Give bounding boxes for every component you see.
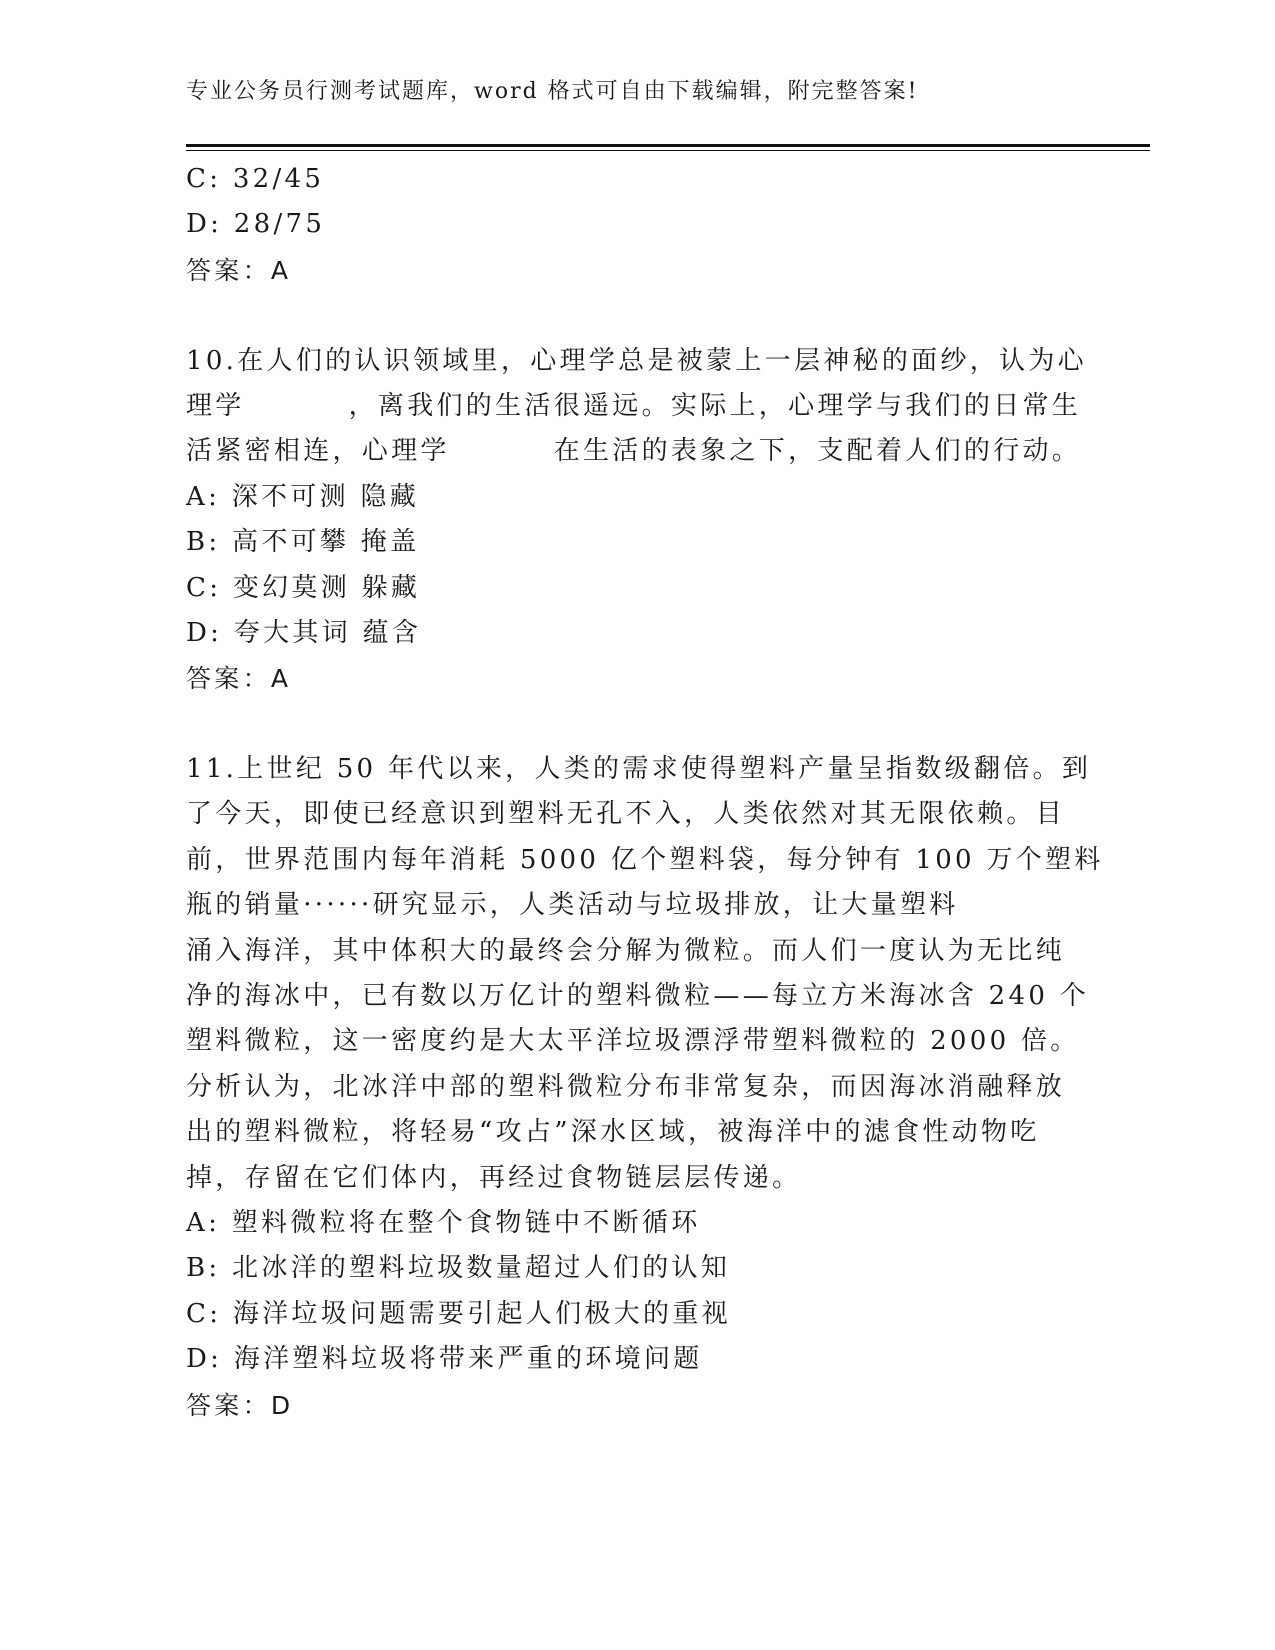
q11-stem-line: 了今天，即使已经意识到塑料无孔不入，人类依然对其无限依赖。目 bbox=[186, 799, 1066, 830]
q10-stem-line-3-part-b: 在生活的表象之下，支配着人们的行动。 bbox=[553, 436, 1082, 467]
q10-stem-line-3-part-a: 活紧密相连，心理学 bbox=[186, 436, 450, 467]
q10-stem-line-3 bbox=[186, 429, 1086, 474]
q10-option-b: B: 高不可攀 掩盖 bbox=[186, 527, 420, 558]
q10-stem-line-2 bbox=[186, 384, 1086, 429]
q11-stem-line: 塑料微粒，这一密度约是大太平洋垃圾漂浮带塑料微粒的 2000 倍。 bbox=[186, 1026, 1080, 1057]
q11-stem-line: 瓶的销量······研究显示，人类活动与垃圾排放，让大量塑料 bbox=[186, 890, 959, 921]
q11-stem-line: 11.上世纪 50 年代以来，人类的需求使得塑料产量呈指数级翻倍。到 bbox=[186, 754, 1092, 785]
q11-stem-line: 涌入海洋，其中体积大的最终会分解为微粒。而人们一度认为无比纯 bbox=[186, 935, 1066, 966]
page-header: 专业公务员行测考试题库，word 格式可自由下载编辑，附完整答案! bbox=[186, 79, 919, 104]
document-body bbox=[186, 157, 1104, 1428]
q10-option-d: D: 夸大其词 蕴含 bbox=[186, 617, 422, 648]
q10-option-a: A: 深不可测 隐藏 bbox=[186, 481, 420, 512]
q11-stem-line: 掉，存留在它们体内，再经过食物链层层传递。 bbox=[186, 1162, 802, 1193]
q11-option-b: B: 北冰洋的塑料垃圾数量超过人们的认知 bbox=[186, 1253, 731, 1284]
q11-stem-line: 出的塑料微粒，将轻易“攻占”深水区域，被海洋中的滤食性动物吃 bbox=[186, 1117, 1040, 1148]
q11-option-d: D: 海洋塑料垃圾将带来严重的环境问题 bbox=[186, 1344, 703, 1375]
q11-option-a: A: 塑料微粒将在整个食物链中不断循环 bbox=[186, 1207, 701, 1238]
q11-stem-line: 净的海冰中，已有数以万亿计的塑料微粒——每立方米海冰含 240 个 bbox=[186, 981, 1090, 1012]
q11-option-c: C: 海洋垃圾问题需要引起人们极大的重视 bbox=[186, 1298, 731, 1329]
q9-answer: 答案：A bbox=[186, 255, 292, 285]
spacer bbox=[186, 702, 1086, 747]
q10-stem-line-2-part-a: 理学 bbox=[186, 390, 245, 421]
q10-stem-line-2-part-b: ，离我们的生活很遥远。实际上，心理学与我们的日常生 bbox=[348, 390, 1082, 421]
spacer bbox=[186, 293, 1086, 338]
q10-stem-line-1: 10.在人们的认识领域里，心理学总是被蒙上一层神秘的面纱，认为心 bbox=[186, 345, 1087, 376]
q11-stem-line: 分析认为，北冰洋中部的塑料微粒分布非常复杂，而因海冰消融释放 bbox=[186, 1071, 1066, 1102]
q11-stem-line: 前，世界范围内每年消耗 5000 亿个塑料袋，每分钟有 100 万个塑料 bbox=[186, 844, 1104, 875]
q10-answer: 答案：A bbox=[186, 664, 292, 694]
header-rule-thin bbox=[186, 150, 1150, 151]
q9-option-c: C: 32/45 bbox=[186, 164, 325, 194]
header-rule-thick bbox=[186, 144, 1150, 147]
q11-answer: 答案：D bbox=[186, 1390, 294, 1420]
q9-option-d: D: 28/75 bbox=[186, 209, 326, 240]
q10-option-c: C: 变幻莫测 躲藏 bbox=[186, 572, 421, 603]
